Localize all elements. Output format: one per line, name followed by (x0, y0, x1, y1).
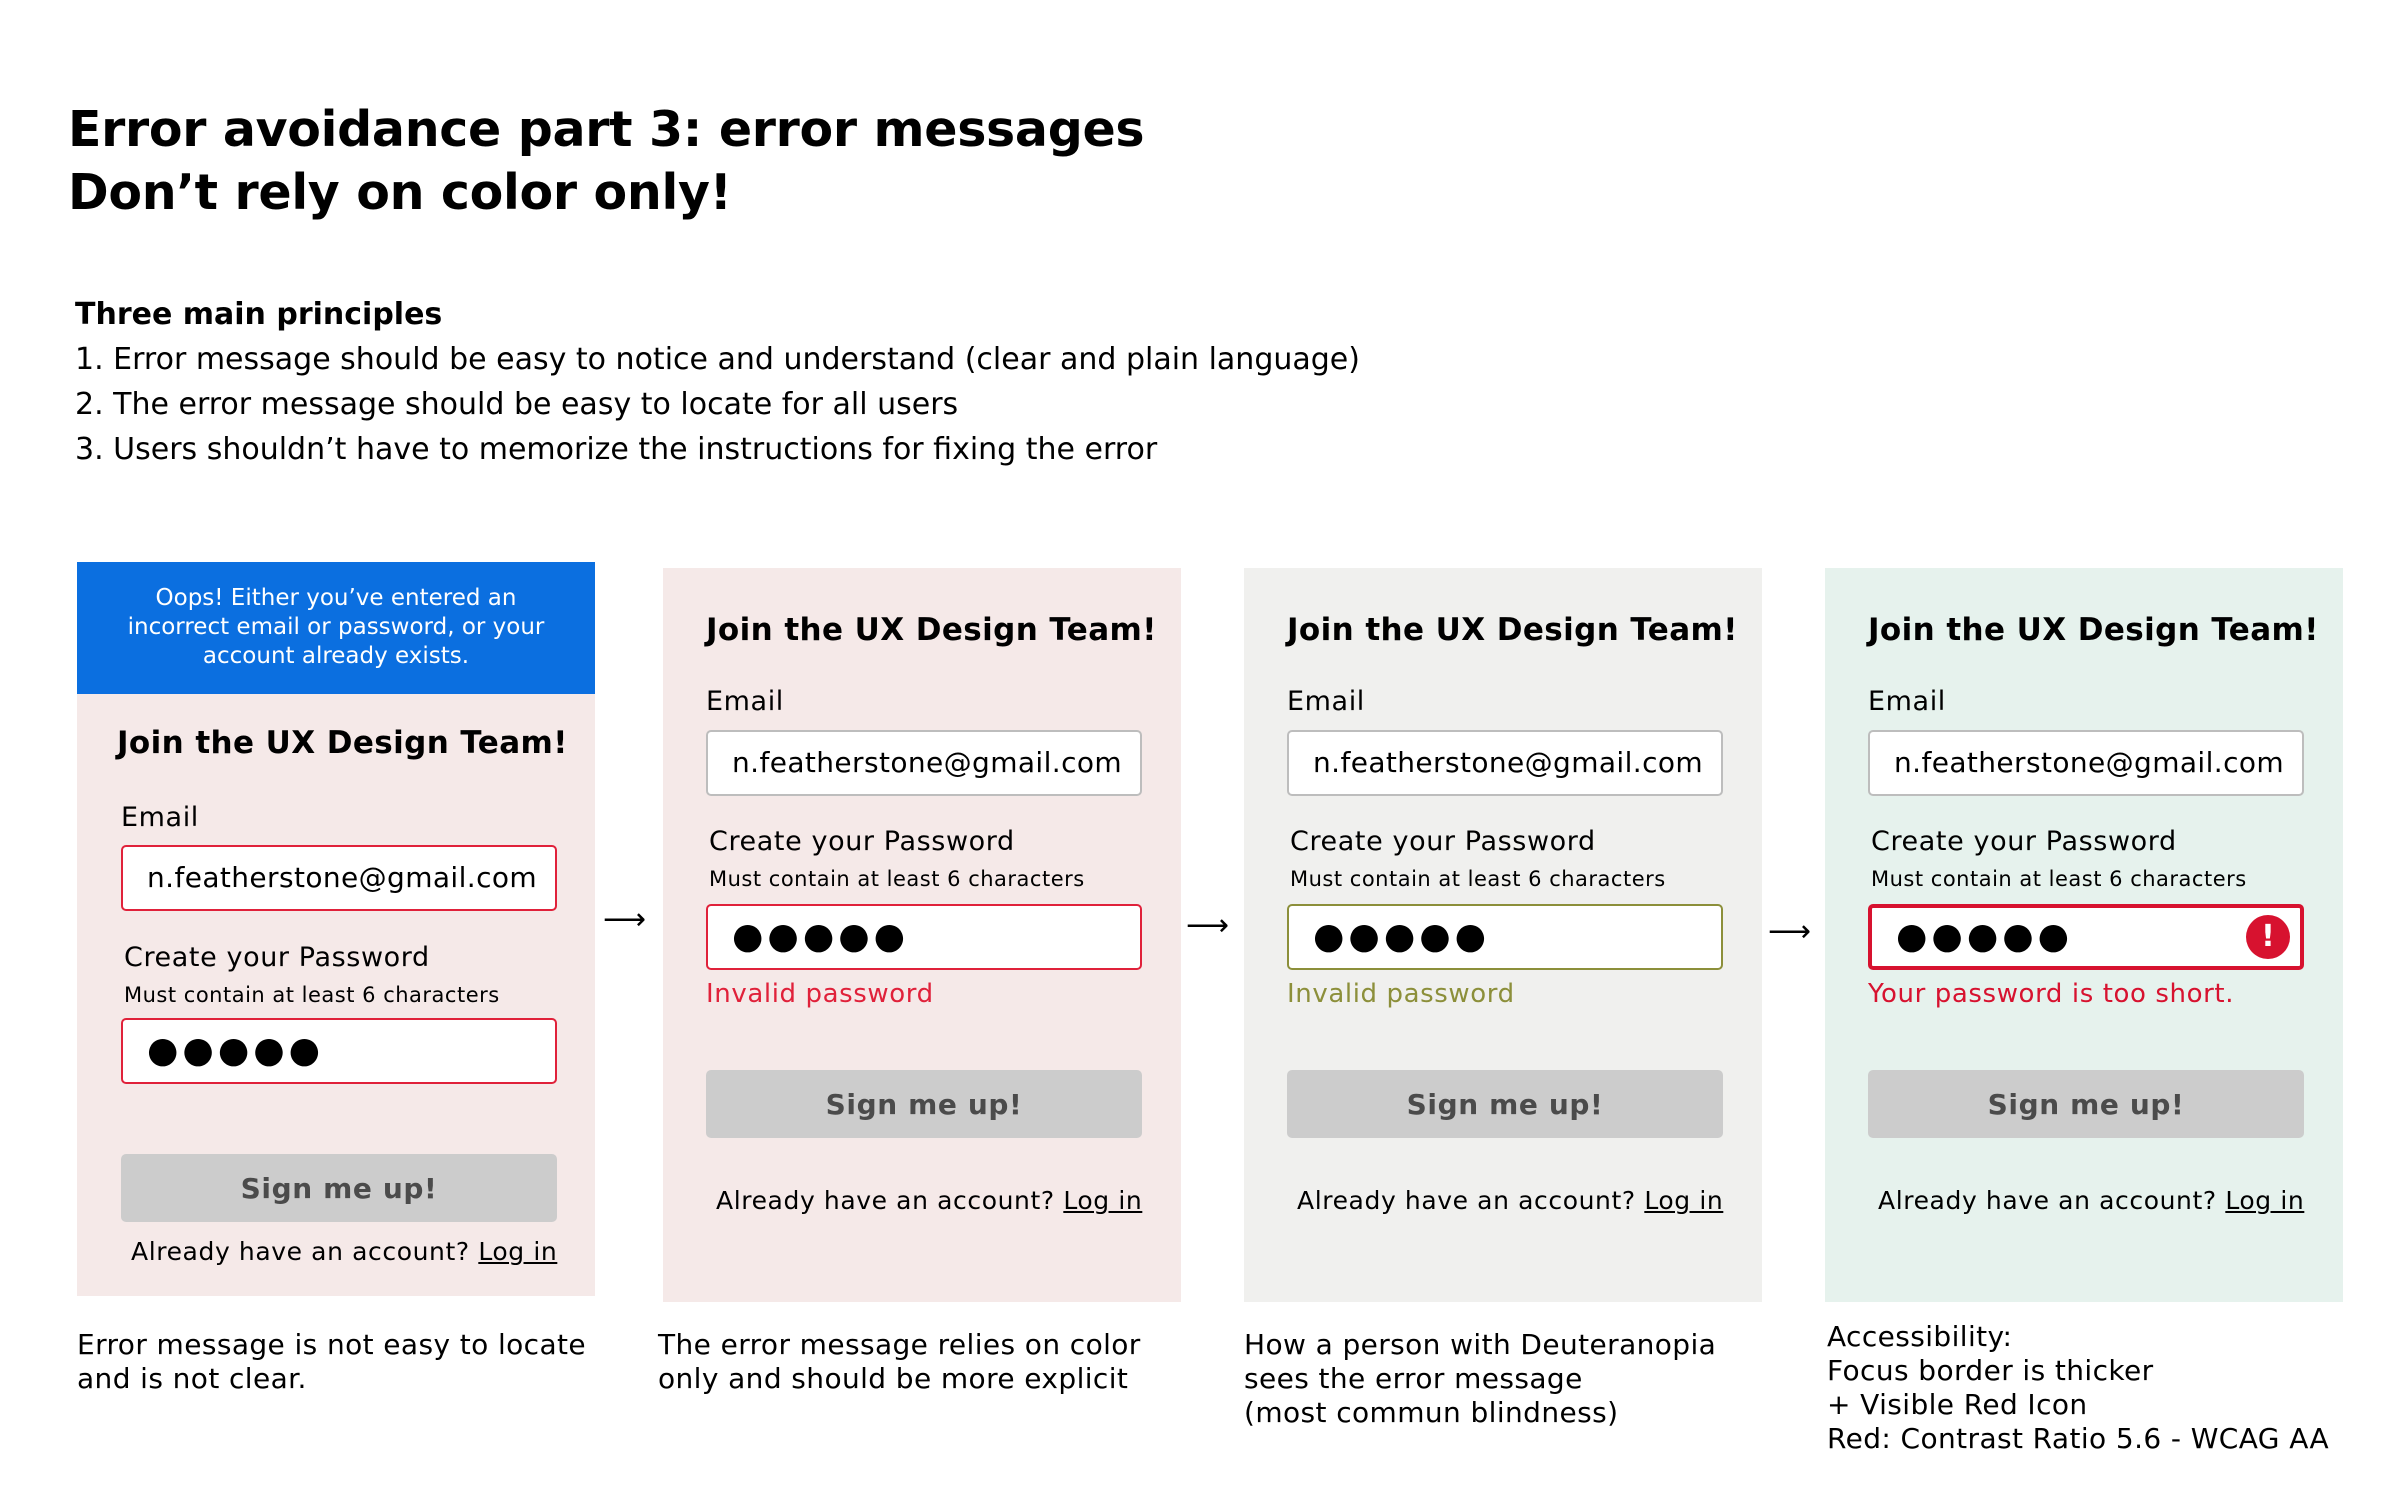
example-card-color-only (663, 568, 1181, 1302)
form-title: Join the UX Design Team! (1868, 612, 2319, 648)
caption-line: Focus border is thicker (1827, 1354, 2154, 1387)
caption-banner-error (77, 1328, 586, 1396)
caption-line: sees the error message (1244, 1362, 1583, 1395)
caption-deuteranopia (1244, 1328, 1716, 1430)
email-field[interactable]: n.featherstone@gmail.com (121, 845, 557, 911)
password-label: Create your Password (709, 826, 1015, 857)
password-label: Create your Password (1871, 826, 2177, 857)
login-prompt (131, 1237, 557, 1266)
password-dots: ●●●●● (1313, 916, 1491, 957)
password-field[interactable] (121, 1018, 557, 1084)
caption-line: How a person with Deuteranopia (1244, 1328, 1717, 1361)
caption-line: (most commun blindness) (1244, 1396, 1619, 1429)
login-prompt (716, 1186, 1142, 1215)
login-prompt (1297, 1186, 1723, 1215)
email-label: Email (1287, 686, 1365, 717)
login-link[interactable]: Log in (2225, 1186, 2305, 1215)
password-hint: Must contain at least 6 characters (1290, 867, 1666, 891)
example-card-accessible (1825, 568, 2343, 1302)
login-prompt-text: Already have an account? (1297, 1186, 1636, 1215)
password-dots: ●●●●● (732, 916, 910, 957)
password-field[interactable] (706, 904, 1142, 970)
caption-line: The error message relies on color (658, 1328, 1141, 1361)
login-link[interactable]: Log in (1644, 1186, 1724, 1215)
arrow-right-icon: ⟶ (1186, 908, 1230, 943)
email-field[interactable]: n.featherstone@gmail.com (1287, 730, 1723, 796)
caption-line: + Visible Red Icon (1827, 1388, 2088, 1421)
email-label: Email (121, 802, 199, 833)
error-banner: Oops! Either you’ve entered an incorrect email or password, or your account already exists. (77, 562, 595, 694)
login-prompt-text: Already have an account? (1878, 1186, 2217, 1215)
email-field[interactable]: n.featherstone@gmail.com (1868, 730, 2304, 796)
arrow-right-icon: ⟶ (1768, 914, 1812, 949)
example-card-deuteranopia (1244, 568, 1762, 1302)
caption-accessible (1827, 1320, 2329, 1456)
form-title: Join the UX Design Team! (1287, 612, 1738, 648)
caption-line: only and should be more explicit (658, 1362, 1129, 1395)
page-title-line-2: Don’t rely on color only! (68, 164, 732, 221)
principle-item: 1. Error message should be easy to notice and understand (clear and plain language) (75, 342, 1360, 377)
caption-line: Error message is not easy to locate (77, 1328, 587, 1361)
password-dots: ●●●●● (1896, 916, 2074, 957)
email-field[interactable]: n.featherstone@gmail.com (706, 730, 1142, 796)
password-field[interactable] (1868, 904, 2304, 970)
caption-line: and is not clear. (77, 1362, 307, 1395)
exclamation-icon: ! (2246, 915, 2290, 959)
form-title: Join the UX Design Team! (706, 612, 1157, 648)
principle-item: 2. The error message should be easy to locate for all users (75, 387, 959, 422)
example-card-banner-error (77, 562, 595, 1296)
form-title: Join the UX Design Team! (117, 725, 568, 761)
password-hint: Must contain at least 6 characters (709, 867, 1085, 891)
principle-item: 3. Users shouldn’t have to memorize the instructions for fixing the error (75, 432, 1158, 467)
password-hint: Must contain at least 6 characters (124, 983, 500, 1007)
password-error-message: Invalid password (706, 979, 934, 1009)
login-prompt-text: Already have an account? (716, 1186, 1055, 1215)
email-label: Email (706, 686, 784, 717)
login-link[interactable]: Log in (478, 1237, 558, 1266)
login-prompt (1878, 1186, 2304, 1215)
password-label: Create your Password (124, 942, 430, 973)
caption-line: Red: Contrast Ratio 5.6 - WCAG AA (1827, 1422, 2330, 1455)
arrow-right-icon: ⟶ (603, 902, 647, 937)
sign-up-button[interactable]: Sign me up! (1868, 1070, 2304, 1138)
password-field[interactable] (1287, 904, 1723, 970)
email-label: Email (1868, 686, 1946, 717)
page-title-line-1: Error avoidance part 3: error messages (68, 101, 1145, 158)
password-hint: Must contain at least 6 characters (1871, 867, 2247, 891)
password-error-message: Your password is too short. (1868, 979, 2235, 1009)
password-dots: ●●●●● (147, 1030, 325, 1071)
principles-list (75, 292, 1360, 472)
page-title (68, 98, 1144, 224)
principles-heading: Three main principles (75, 297, 443, 332)
caption-line: Accessibility: (1827, 1320, 2013, 1353)
password-label: Create your Password (1290, 826, 1596, 857)
login-link[interactable]: Log in (1063, 1186, 1143, 1215)
sign-up-button[interactable]: Sign me up! (706, 1070, 1142, 1138)
login-prompt-text: Already have an account? (131, 1237, 470, 1266)
sign-up-button[interactable]: Sign me up! (1287, 1070, 1723, 1138)
caption-color-only (658, 1328, 1141, 1396)
sign-up-button[interactable]: Sign me up! (121, 1154, 557, 1222)
password-error-message: Invalid password (1287, 979, 1515, 1009)
